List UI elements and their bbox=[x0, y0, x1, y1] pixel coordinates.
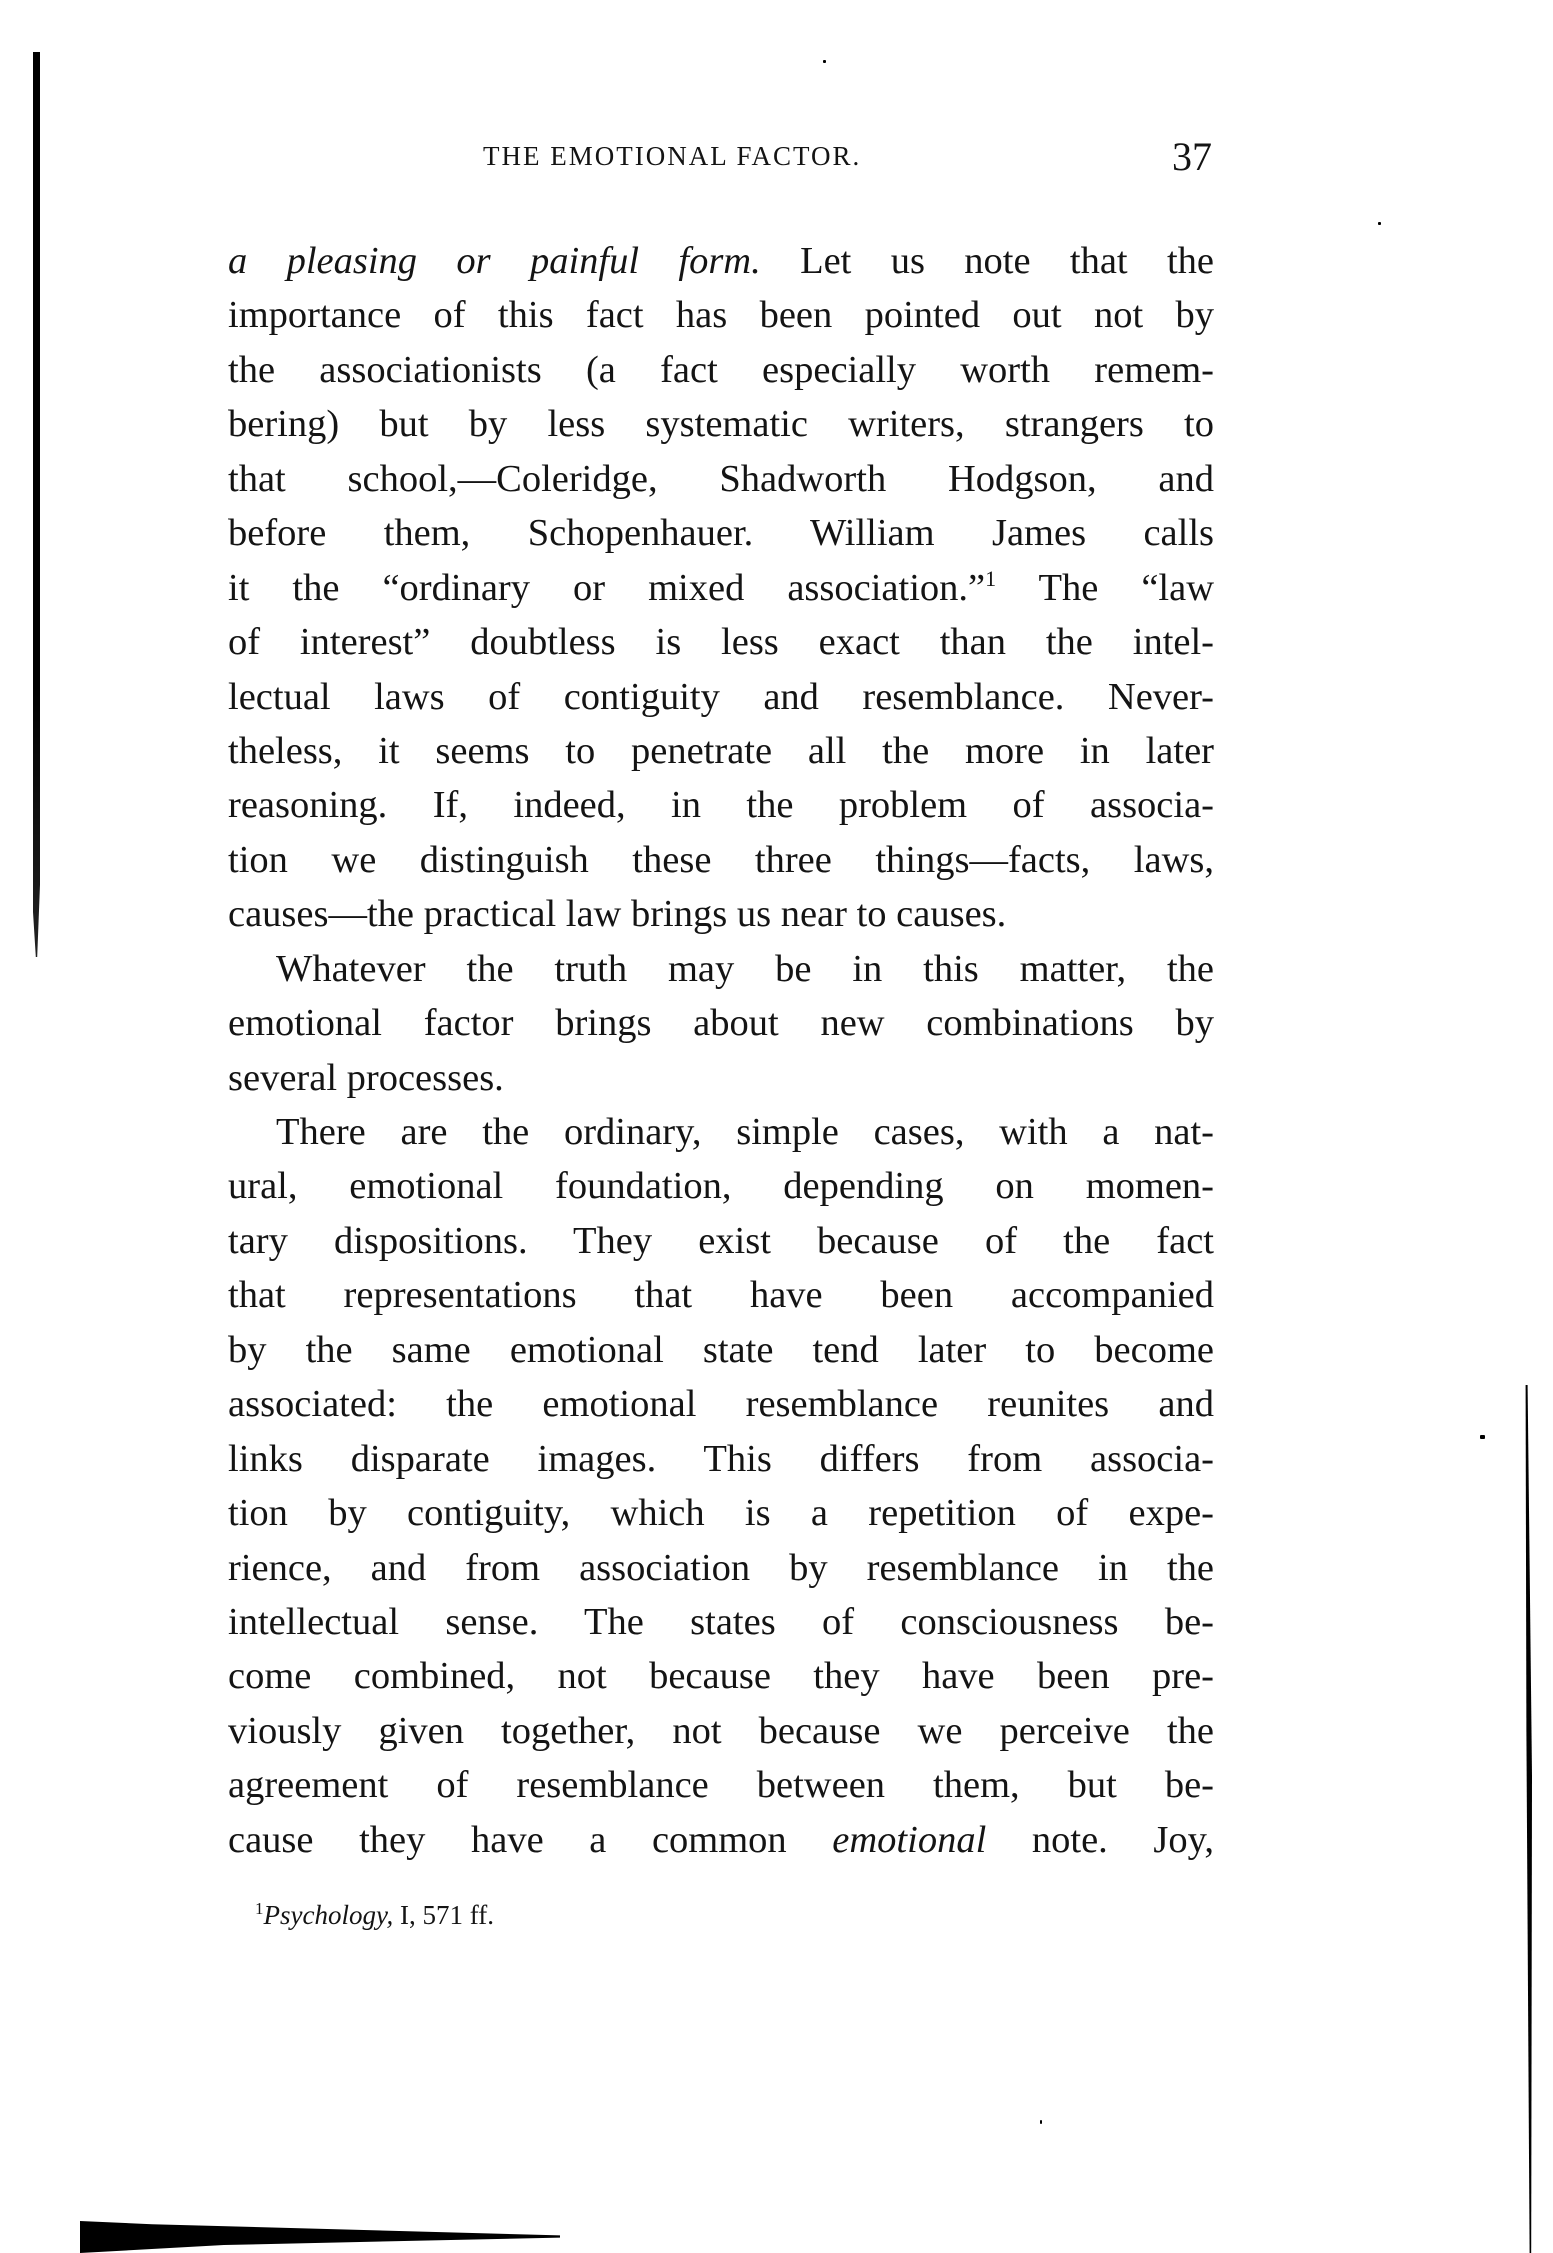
text-segment: rience, and from association by resemblance in the bbox=[228, 1546, 1214, 1589]
text-line bbox=[228, 1813, 1214, 1867]
paragraph bbox=[228, 942, 1214, 1105]
text-segment: of interest” doubtless is less exact than the intel- bbox=[228, 621, 1214, 664]
text-segment: The “law bbox=[996, 566, 1214, 609]
scan-speck bbox=[1480, 1435, 1485, 1439]
text-line bbox=[228, 1595, 1214, 1649]
text-segment: Let us note that the bbox=[760, 240, 1214, 282]
paragraph bbox=[228, 1105, 1214, 1867]
text-line bbox=[228, 288, 1214, 342]
scan-speck bbox=[823, 60, 826, 63]
italic-text: a pleasing or painful form. bbox=[228, 240, 761, 282]
text-line bbox=[228, 1214, 1214, 1268]
text-segment: come combined, not because they have been pre- bbox=[228, 1655, 1214, 1698]
text-segment: theless, it seems to penetrate all the more in later bbox=[228, 729, 1214, 772]
text-segment: several processes. bbox=[228, 1056, 504, 1099]
text-line bbox=[228, 343, 1214, 397]
text-segment: note. Joy, bbox=[986, 1818, 1214, 1861]
footnote-ref: 1 bbox=[985, 565, 997, 591]
text-segment: reasoning. If, indeed, in the problem of associa- bbox=[228, 784, 1214, 827]
scan-edge-bottom bbox=[80, 2221, 560, 2253]
text-line bbox=[228, 397, 1214, 451]
text-line bbox=[228, 1051, 1214, 1105]
text-line bbox=[228, 724, 1214, 778]
paragraph bbox=[228, 234, 1214, 942]
text-segment: Whatever the truth may be in this matter, the bbox=[276, 947, 1214, 990]
page-number: 37 bbox=[1172, 134, 1212, 179]
text-segment: agreement of resemblance between them, but be- bbox=[228, 1764, 1214, 1807]
scan-speck bbox=[1378, 222, 1381, 225]
footnote-marker: 1 bbox=[255, 1899, 264, 1918]
text-segment: that school,—Coleridge, Shadworth Hodgson, and bbox=[228, 457, 1214, 500]
footnote bbox=[255, 1900, 494, 1931]
text-segment: causes—the practical law brings us near to causes. bbox=[228, 893, 1007, 936]
text-line bbox=[228, 234, 1214, 288]
text-line bbox=[228, 1649, 1214, 1703]
text-line bbox=[228, 1159, 1214, 1213]
text-line bbox=[228, 615, 1214, 669]
footnote-title: Psychology, bbox=[263, 1900, 394, 1930]
text-line bbox=[228, 887, 1214, 941]
text-line bbox=[228, 1486, 1214, 1540]
text-line bbox=[228, 506, 1214, 560]
text-segment: associated: the emotional resemblance reunites and bbox=[228, 1383, 1214, 1426]
text-line bbox=[228, 1541, 1214, 1595]
text-segment: importance of this fact has been pointed out not by bbox=[228, 294, 1214, 337]
text-segment: intellectual sense. The states of consciousness be- bbox=[228, 1600, 1214, 1643]
text-segment: before them, Schopenhauer. William James calls bbox=[228, 512, 1214, 555]
text-line bbox=[228, 452, 1214, 506]
text-segment: lectual laws of contiguity and resemblance. Never- bbox=[228, 675, 1214, 718]
text-line bbox=[228, 1432, 1214, 1486]
text-segment: ural, emotional foundation, depending on momen- bbox=[228, 1165, 1214, 1208]
text-segment: links disparate images. This differs from associa- bbox=[228, 1437, 1214, 1480]
text-line bbox=[228, 778, 1214, 832]
text-line bbox=[228, 996, 1214, 1050]
text-segment: cause they have a common bbox=[228, 1818, 833, 1861]
text-line bbox=[228, 670, 1214, 724]
scan-edge-left bbox=[33, 52, 40, 957]
text-line bbox=[228, 1758, 1214, 1812]
text-line bbox=[228, 1704, 1214, 1758]
text-line bbox=[228, 833, 1214, 887]
text-segment: tion we distinguish these three things—facts, laws, bbox=[228, 838, 1214, 881]
text-segment: it the “ordinary or mixed association.” bbox=[228, 566, 986, 609]
text-line bbox=[228, 1268, 1214, 1322]
text-line bbox=[228, 1105, 1214, 1159]
text-segment: viously given together, not because we perceive the bbox=[228, 1709, 1214, 1752]
text-segment: the associationists (a fact especially worth remem- bbox=[228, 348, 1214, 391]
italic-text: emotional bbox=[832, 1818, 987, 1861]
text-segment: that representations that have been accompanied bbox=[228, 1274, 1214, 1317]
footnote-reference: I, 571 ff. bbox=[393, 1900, 494, 1930]
text-line bbox=[228, 1377, 1214, 1431]
scan-edge-right bbox=[1524, 1385, 1532, 2253]
text-segment: emotional factor brings about new combinations by bbox=[228, 1002, 1214, 1045]
text-segment: bering) but by less systematic writers, strangers to bbox=[228, 403, 1214, 446]
body-text bbox=[228, 234, 1214, 1867]
text-segment: There are the ordinary, simple cases, with a nat- bbox=[276, 1111, 1214, 1153]
scan-speck bbox=[1040, 2120, 1042, 2124]
text-line bbox=[228, 561, 1214, 615]
text-line bbox=[228, 1323, 1214, 1377]
text-segment: tary dispositions. They exist because of the fact bbox=[228, 1219, 1214, 1262]
text-segment: by the same emotional state tend later to become bbox=[228, 1328, 1214, 1371]
text-segment: tion by contiguity, which is a repetition of expe- bbox=[228, 1492, 1214, 1535]
text-line bbox=[228, 942, 1214, 996]
running-head: THE EMOTIONAL FACTOR. bbox=[483, 141, 862, 171]
